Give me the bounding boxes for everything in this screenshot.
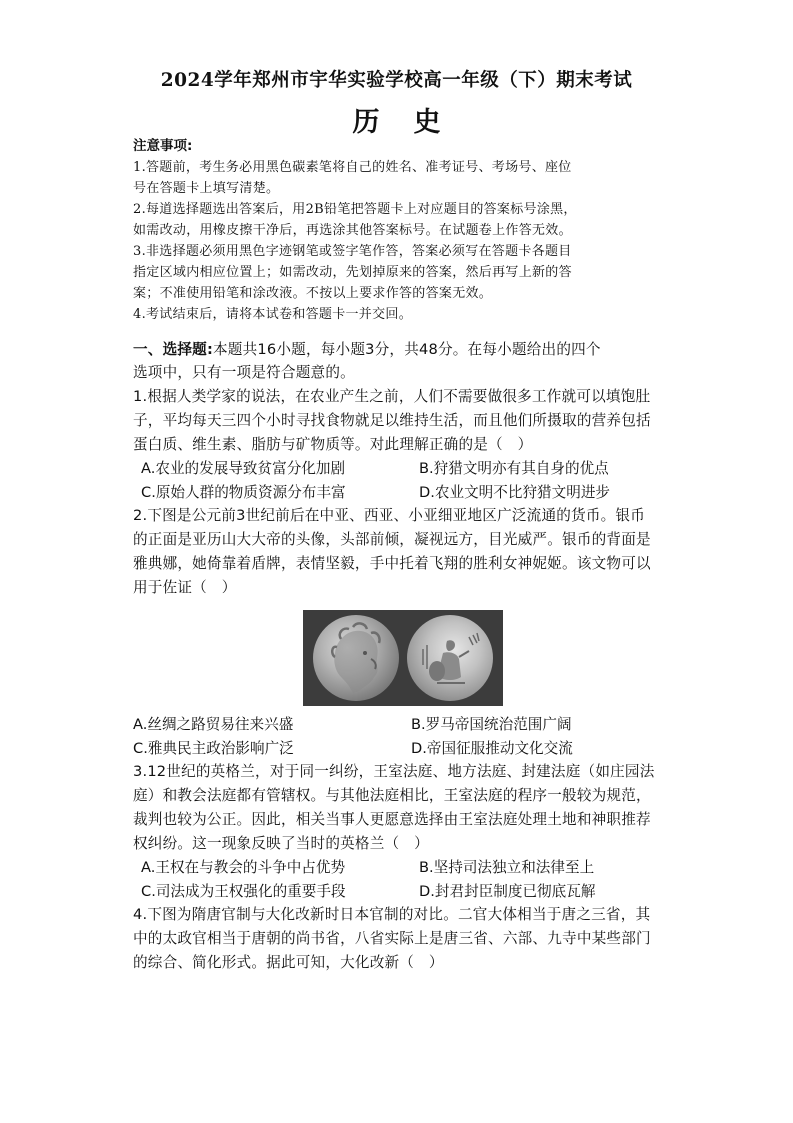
question-line: 2.下图是公元前3世纪前后在中亚、西亚、小亚细亚地区广泛流通的货币。银币	[133, 507, 646, 524]
question-1	[133, 385, 673, 504]
notice-line: 1.答题前，考生务必用黑色碳素笔将自己的姓名、准考证号、考场号、座位	[133, 160, 572, 175]
notice-line: 4.考试结束后，请将本试卷和答题卡一并交回。	[133, 307, 413, 322]
notice-line: 如需改动，用橡皮擦干净后，再选涂其他答案标号。在试题卷上作答无效。	[133, 223, 572, 238]
coin-obverse-image	[313, 615, 399, 701]
exam-title: 2024学年郑州市宇华实验学校高一年级（下）期末考试	[160, 70, 633, 91]
question-3	[133, 760, 673, 903]
options	[133, 457, 673, 504]
notice-line: 指定区域内相应位置上；如需改动，先划掉原来的答案，然后再写上新的答	[133, 265, 572, 280]
alexander-head-icon	[313, 615, 399, 701]
question-line: 3.12世纪的英格兰，对于同一纠纷，王室法庭、地方法庭、封建法庭（如庄园法	[133, 763, 655, 780]
question-line: 的综合、简化形式。据此可知，大化改新（ ）	[133, 954, 444, 971]
option-c: C.雅典民主政治影响广泛	[133, 739, 294, 757]
notice-line: 案；不准使用铅笔和涂改液。不按以上要求作答的答案无效。	[133, 286, 493, 301]
option-b: B.罗马帝国统治范围广阔	[411, 716, 572, 733]
question-line: 1.根据人类学家的说法，在农业产生之前，人们不需要做很多工作就可以填饱肚	[133, 388, 651, 405]
content	[133, 136, 673, 975]
option-a: A.丝绸之路贸易往来兴盛	[133, 716, 294, 733]
question-line: 雅典娜，她倚靠着盾牌，表情坚毅，手中托着飞翔的胜利女神妮姬。该文物可以	[133, 555, 651, 572]
section-intro: 本题共16小题，每小题3分，共48分。在每小题给出的四个	[213, 341, 601, 358]
question-line: 中的太政官相当于唐朝的尚书省，八省实际上是唐三省、六部、九寺中某些部门	[133, 930, 651, 947]
question-line: 权纠纷。这一现象反映了当时的英格兰（ ）	[133, 835, 429, 852]
question-line: 裁判也较为公正。因此，相关当事人更愿意选择由王室法庭处理土地和神职推荐	[133, 811, 651, 828]
option-c: C.原始人群的物质资源分布丰富	[141, 483, 346, 501]
notice-heading: 注意事项:	[133, 138, 193, 154]
question-4	[133, 903, 673, 975]
coin-photo	[303, 610, 503, 706]
question-2	[133, 504, 673, 760]
coin-reverse-image	[407, 615, 493, 701]
notice-line: 号在答题卡上填写清楚。	[133, 181, 280, 196]
option-c: C.司法成为王权强化的重要手段	[141, 882, 346, 900]
question-line: 用于佐证（ ）	[133, 579, 237, 596]
option-b: B.狩猎文明亦有其自身的优点	[419, 460, 609, 477]
option-d: D.封君封臣制度已彻底瓦解	[419, 882, 596, 900]
section-intro-line: 选项中，只有一项是符合题意的。	[133, 364, 355, 381]
subject-title: 历史	[352, 107, 475, 138]
option-b: B.坚持司法独立和法律至上	[419, 859, 595, 876]
option-a: A.农业的发展导致贫富分化加剧	[141, 460, 346, 477]
option-d: D.农业文明不比狩猎文明进步	[419, 483, 611, 501]
options	[133, 713, 673, 760]
question-line: 蛋白质、维生素、脂肪与矿物质等。对此理解正确的是（ ）	[133, 436, 533, 453]
option-d: D.帝国征服推动文化交流	[411, 739, 573, 757]
section-heading-line	[133, 338, 673, 361]
question-line: 4.下图为隋唐官制与大化改新时日本官制的对比。二官大体相当于唐之三省，其	[133, 906, 651, 923]
options	[133, 856, 673, 903]
option-a: A.王权在与教会的斗争中占优势	[141, 859, 346, 876]
section-heading: 一、选择题:	[133, 341, 214, 358]
question-line: 庭）和教会法庭都有管辖权。与其他法庭相比，王室法庭的程序一般较为规范，	[133, 787, 651, 804]
question-line: 的正面是亚历山大大帝的头像，头部前倾，凝视远方，目光威严。银币的背面是	[133, 531, 651, 548]
question-line: 子，平均每天三四个小时寻找食物就足以维持生活，而且他们所摄取的营养包括	[133, 412, 651, 429]
athena-figure-icon	[407, 615, 493, 701]
notice-line: 3.非选择题必须用黑色字迹钢笔或签字笔作答，答案必须写在答题卡各题目	[133, 244, 572, 259]
notice-line: 2.每道选择题选出答案后，用2B铅笔把答题卡上对应题目的答案标号涂黑，	[133, 202, 577, 217]
